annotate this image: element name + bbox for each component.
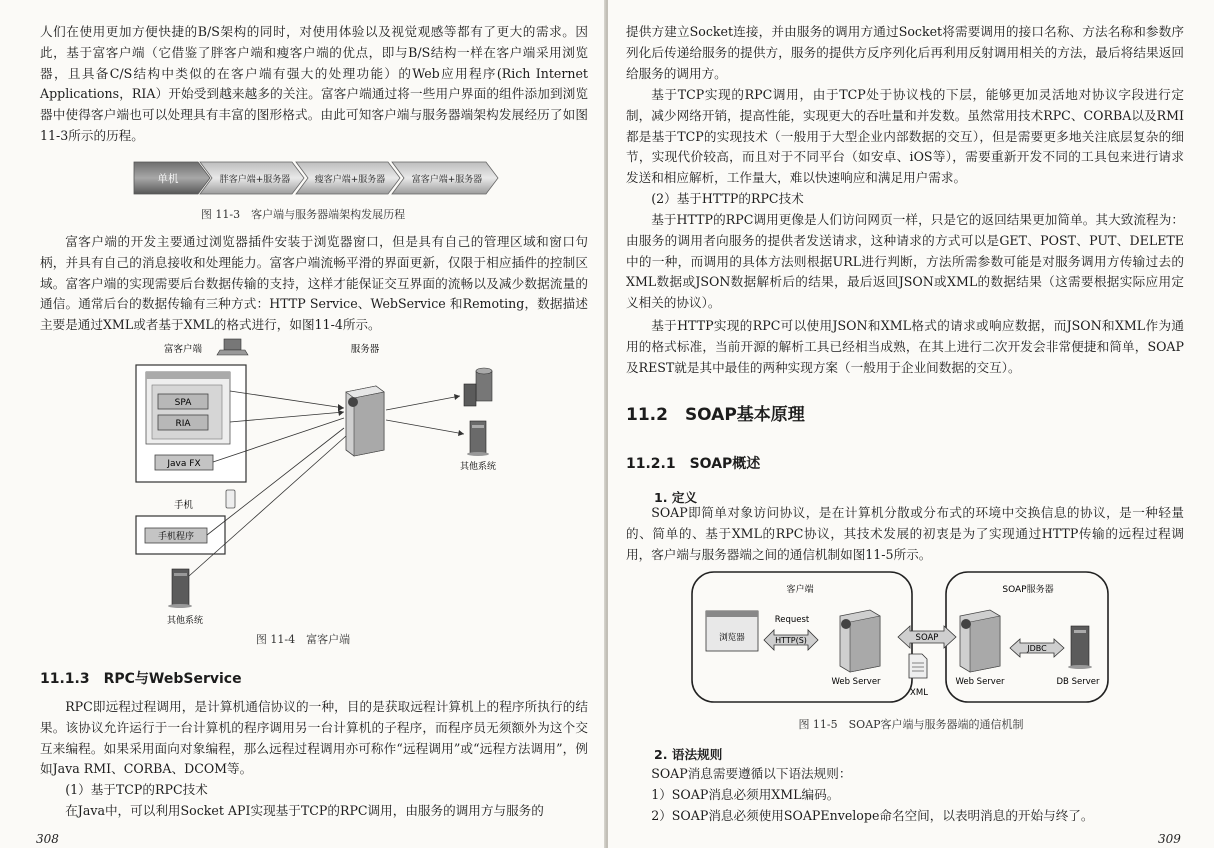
- figure-11-4: [0, 336, 606, 636]
- mobile-label: 手机: [174, 500, 194, 511]
- server-tower-icon: [168, 569, 192, 608]
- jdbc-label: JDBC: [1027, 644, 1047, 653]
- https-label: HTTP(S): [775, 636, 807, 645]
- subheading-syntax: 2. 语法规则: [654, 747, 723, 762]
- laptop-icon: [217, 339, 248, 355]
- section-heading-11-2-1: 11.2.1 SOAP概述: [626, 456, 761, 472]
- rich-client-label: 富客户端: [163, 344, 203, 355]
- right-item-2: (2）基于HTTP的RPC技术: [651, 191, 804, 206]
- browser-window-icon: [706, 611, 758, 651]
- client-label: 客户端: [786, 585, 814, 595]
- right-page: [608, 0, 1214, 848]
- other-system-label-bottom: 其他系统: [166, 616, 204, 626]
- right-paragraph-4: 基于HTTP实现的RPC可以使用JSON和XML格式的请求或响应数据，而JSON和XML作为通用的格式标准，当前开源的解析工具已经相当成熟，在其上进行二次开发会非常便捷和简单，SOAP及REST就是其中最佳的两种实现方案（一般用于企业间数据的交互）。: [626, 318, 1184, 375]
- stage-chevron-4: [392, 162, 498, 194]
- other-system-tower-icon: [467, 421, 489, 456]
- right-paragraph-3: 基于HTTP的RPC调用更像是人们访问网页一样，只是它的返回结果更加简单。其大致流程为：由服务的调用者向服务的提供者发送请求，这种请求的方式可以是GET、POST、PUT、DELETE中的一种，而调用的具体方法则根据URL进行判断，方法所需参数可能是对服务调用方传输过去的XML数据或JSON数据解析后的结果，最后返回JSON或XML的数据结果（这需要根据实际应用定义相关的协议）。: [626, 212, 1184, 311]
- left-paragraph-4: 在Java中，可以利用Socket API实现基于TCP的RPC调用，由服务的调用方与服务的: [65, 803, 544, 818]
- web-server-icon: [960, 610, 1000, 672]
- database-server-icon: [1068, 626, 1092, 669]
- subheading-definition: 1. 定义: [654, 490, 698, 505]
- request-label: Request: [774, 615, 810, 625]
- xml-document-icon: [909, 654, 927, 678]
- soap-label: SOAP: [915, 633, 939, 643]
- left-paragraph-3: RPC即远程过程调用，是计算机通信协议的一种，目的是获取远程计算机上的程序所执行的结果。该协议允许运行于一台计算机的程序调用另一台计算机的子程序，而程序员无须额外为这个交互来编程。如果采用面向对象编程，那么远程过程调用亦可称作“远程调用”或“远程方法调用”，例如Java RMI、CORBA、DCOM等。: [40, 699, 588, 777]
- soap-server-label: SOAP服务器: [1002, 585, 1054, 595]
- web-server-label-1: Web Server: [831, 677, 881, 687]
- browser-window-icon: [146, 372, 230, 444]
- https-double-arrow: [764, 630, 818, 650]
- left-paragraph-1: 人们在使用更加方便快捷的B/S架构的同时，对使用体验以及视觉观感等都有了更大的需求。因此，基于富客户端（它借鉴了胖客户端和瘦客户端的优点，即与B/S结构一样在客户端采用浏览器，且具备C/S结构中类似的在客户端有强大的处理功能）的Web应用程序(Rich Internet Applications，RIA）开始受到越来越多的关注。富客户端通过将一些用户界面的组件添加到浏览器中使得客户端也可以处理具有丰富的图形格式。由此可知客户端与服务器端架构发展经历了如图11-3所示的历程。: [40, 24, 588, 143]
- figure-11-3-caption: 图 11-3 客户端与服务器端架构发展历程: [200, 208, 406, 221]
- left-page: [0, 0, 606, 848]
- right-paragraph-2: 基于TCP实现的RPC调用，由于TCP处于协议栈的下层，能够更加灵活地对协议字段进行定制，减少网络开销，提高性能，实现更大的吞吐量和并发数。虽然常用技术RPC、CORBA以及RMI都是基于TCP的实现技术（一般用于大型企业内部数据的交互），但是需要更多地关注底层复杂的细节，实现代价较高，而且对于不同平台（如安卓、iOS等），需要重新开发不同的工具包来进行请求发送和相应解析，工作量大，难以快速响应和满足用户需求。: [626, 87, 1184, 186]
- right-paragraph-5: SOAP即简单对象访问协议，是在计算机分散或分布式的环境中交换信息的协议，是一种轻量的、简单的、基于XML的RPC协议，其技术发展的初衷是为了实现通过HTTP传输的远程过程调用，客户端与服务器端之间的通信机制如图11-5所示。: [626, 505, 1184, 562]
- phone-icon: [226, 490, 235, 508]
- figure-11-5: [608, 566, 1214, 706]
- stage-label: 单机: [157, 173, 179, 185]
- stage-label: 瘦客户端+服务器: [314, 175, 386, 185]
- web-server-label-2: Web Server: [955, 677, 1005, 687]
- page-number-left: 308: [36, 832, 59, 846]
- figure-11-3: [0, 160, 606, 210]
- rule-1: 1）SOAP消息必须用XML编码。: [651, 787, 840, 802]
- javafx-label: Java FX: [167, 459, 201, 469]
- spa-label: SPA: [174, 398, 192, 408]
- central-server-icon: [346, 386, 384, 456]
- jdbc-double-arrow: [1010, 639, 1064, 657]
- rule-2: 2）SOAP消息必须使用SOAPEnvelope命名空间，以表明消息的开始与终了。: [651, 808, 1094, 823]
- figure-11-5-caption: 图 11-5 SOAP客户端与服务器端的通信机制: [798, 718, 1024, 731]
- left-paragraph-2: 富客户端的开发主要通过浏览器插件安装于浏览器窗口，但是具有自己的管理区域和窗口句柄，并具有自己的消息接收和处理能力。富客户端流畅平滑的界面更新，仅限于相应插件的控制区域。富客户端的实现需要后台数据传输的支持，这样才能保证交互界面的流畅以及减少数据流量的通信。通常后台的数据传输有三种方式：HTTP Service、WebService 和Remoting，数据描述主要是通过XML或者基于XML的格式进行，如图11-4所示。: [40, 234, 588, 333]
- database-icon: [464, 368, 492, 406]
- stage-chevron-1: [134, 162, 210, 194]
- right-paragraph-1: 提供方建立Socket连接，并由服务的调用方通过Socket将需要调用的接口名称、方法名称和参数序列化后传递给服务的提供方，服务的提供方反序列化后再利用反射调用相关的方法，最后将结果返回给服务的调用方。: [626, 24, 1184, 81]
- db-server-label: DB Server: [1056, 677, 1100, 687]
- stage-chevron-2: [200, 162, 304, 194]
- browser-label: 浏览器: [719, 633, 745, 643]
- section-heading-11-1-3: 11.1.3 RPC与WebService: [40, 671, 242, 687]
- section-heading-11-2: 11.2 SOAP基本原理: [626, 405, 805, 425]
- mobile-app-label: 手机程序: [157, 532, 195, 542]
- stage-label: 富客户端+服务器: [411, 175, 483, 185]
- ria-label: RIA: [175, 419, 191, 429]
- stage-chevron-3: [296, 162, 400, 194]
- server-label: 服务器: [350, 344, 380, 355]
- web-server-icon: [840, 610, 880, 672]
- left-item-1: (1）基于TCP的RPC技术: [65, 782, 208, 797]
- right-paragraph-6: SOAP消息需要遵循以下语法规则：: [651, 766, 852, 781]
- page-number-right: 309: [1158, 832, 1181, 846]
- stage-label: 胖客户端+服务器: [219, 175, 291, 185]
- figure-11-4-caption: 图 11-4 富客户端: [255, 633, 351, 646]
- other-system-label-right: 其他系统: [459, 462, 497, 472]
- soap-double-arrow: [898, 626, 956, 648]
- xml-label: XML: [910, 688, 928, 698]
